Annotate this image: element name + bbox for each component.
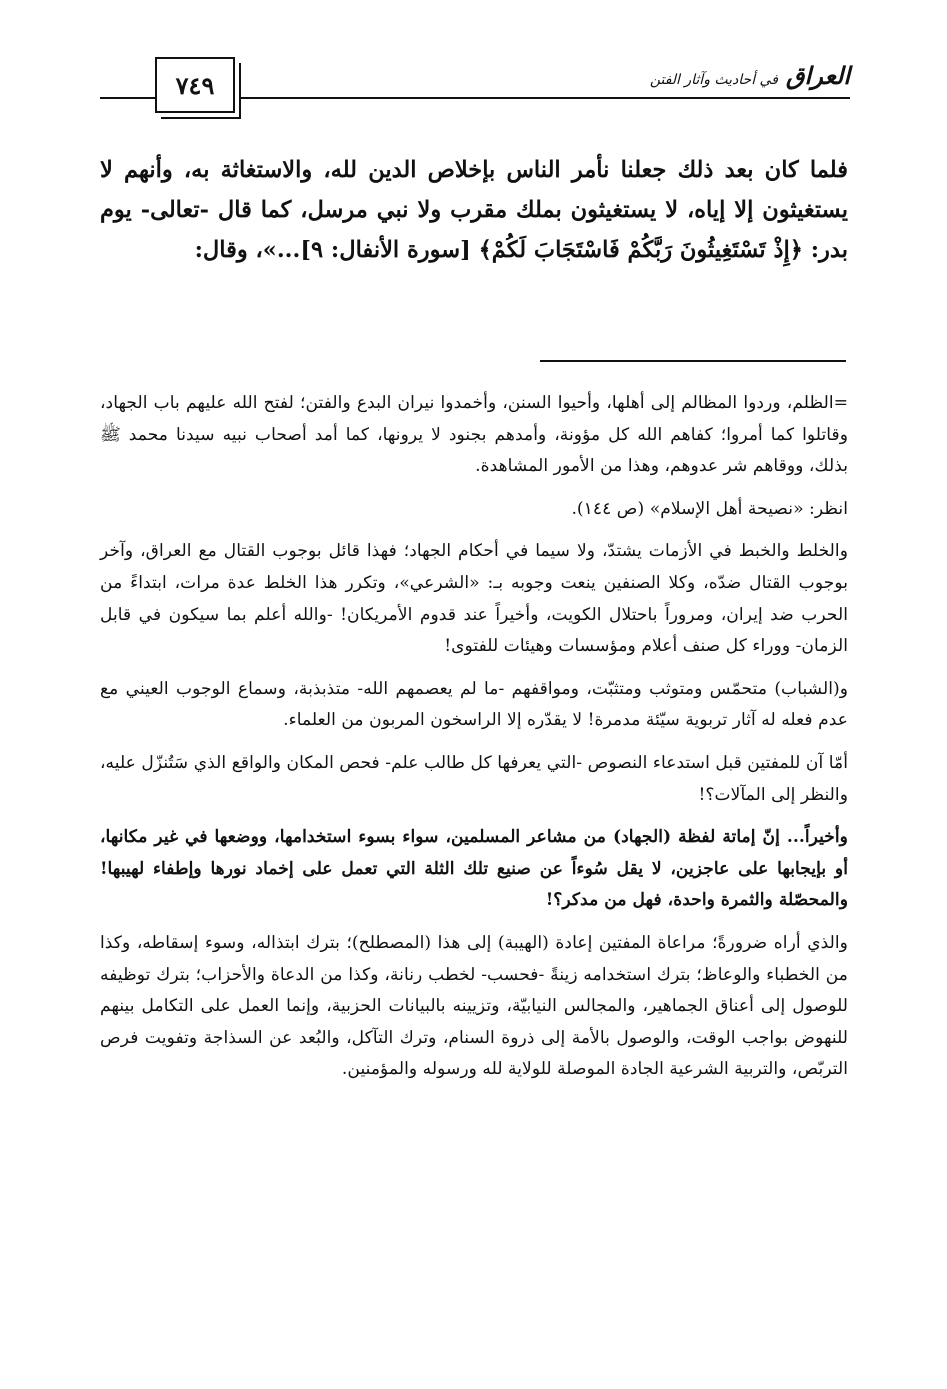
page-header — [100, 55, 850, 115]
footnote-separator — [540, 360, 846, 362]
footnote-reference: انظر: «نصيحة أهل الإسلام» (ص ١٤٤). — [571, 498, 848, 519]
footnote-paragraph: =الظلم، وردوا المظالم إلى أهلها، وأحيوا السنن، وأخمدوا نيران البدع والفتن؛ لفتح الله عليهم باب الجهاد، وقاتلوا كما أمروا؛ كفاهم الله كل مؤونة، وأمدهم بجنود لا يرونها، كما أمد أصحاب نبيه سيدنا محمد ﷺ بذلك، ووقاهم شر عدوهم، وهذا من الأمور المشاهدة. — [100, 393, 848, 477]
footnote-paragraph: و(الشباب) متحمّس ومتوثب ومتثبّت، ومواقفهم -ما لم يعصمهم الله- متذبذبة، وسماع الوجوب العيني مع عدم فعله له آثار تربوية سيّئة مدمرة! لا يقدّره إلا الراسخون المربون من العلماء. — [100, 678, 848, 731]
page-number: ٧٤٩ — [155, 57, 235, 113]
book-title: العراق — [785, 61, 850, 90]
footnotes — [100, 388, 848, 1097]
footnote-paragraph: أمّا آن للمفتين قبل استدعاء النصوص -التي يعرفها كل طالب علم- فحص المكان والواقع الذي سَتُنزّل عليه، والنظر إلى المآلات؟! — [100, 752, 848, 805]
quran-reference: [سورة الأنفال: ٩]...»، وقال: — [194, 237, 471, 263]
main-paragraph-text: فلما كان بعد ذلك جعلنا نأمر الناس بإخلاص الدين لله، والاستغاثة به، وأنهم لا يستغيثون إلا إياه، لا يستغيثون بملك مقرب ولا نبي مرسل، كما قال -تعالى- يوم بدر: — [100, 157, 848, 263]
main-paragraph — [100, 150, 848, 270]
running-title — [642, 61, 850, 90]
footnote-paragraph: والذي أراه ضرورةً؛ مراعاة المفتين إعادة (الهيبة) إلى هذا (المصطلح)؛ بترك ابتذاله، وسوء إسقاطه، وكذا من الخطباء والوعاظ؛ بترك استخدامه زينةً -فحسب- لخطب رنانة، وكذا من الدعاة والأحزاب؛ بترك توظيفه للوصول إلى أعناق الجماهير، والمجالس النيابيّة، وتزيينه بالبيانات الحزبية، وإنما العمل على التكامل بينهم للنهوض بواجب الوقت، والوصول بالأمة إلى ذروة السنام، وترك التآكل، والبُعد عن السذاجة وتفويت فرص التربّص، والتربية الشرعية الجادة الموصلة للولاية لله ورسوله والمؤمنين. — [100, 932, 848, 1080]
footnote-paragraph-bold: وأخيراً... إنّ إماتة لفظة (الجهاد) من مشاعر المسلمين، سواء بسوء استخدامها، ووضعها في غير مكانها، أو بإيجابها على عاجزين، لا يقل سُوءاً عن صنيع تلك الثلة التي تعمل على إخماد نورها وإطفاء لهيبها! والمحصّلة والثمرة واحدة، فهل من مدكر؟! — [100, 827, 848, 911]
quran-verse: ﴿إِذْ تَسْتَغِيثُونَ رَبَّكُمْ فَاسْتَجَابَ لَكُمْ﴾ — [478, 237, 803, 263]
main-text — [100, 150, 848, 270]
footnote-paragraph: والخلط والخبط في الأزمات يشتدّ، ولا سيما في أحكام الجهاد؛ فهذا قائل بوجوب القتال مع العراق، وآخر بوجوب القتال ضدّه، وكلا الصنفين ينعت وجوبه بـ: «الشرعي»، وتكرر هذا الخلط عدة مرات، ابتداءً من الحرب ضد إيران، ومروراً باحتلال الكويت، وأخيراً عند قدوم الأمريكان! -والله أعلم بما سيكون في قابل الزمان- ووراء كل صنف أعلام ومؤسسات وهيئات للفتوى! — [100, 541, 848, 657]
book-subtitle: في أحاديث وآثار الفتن — [649, 72, 778, 88]
